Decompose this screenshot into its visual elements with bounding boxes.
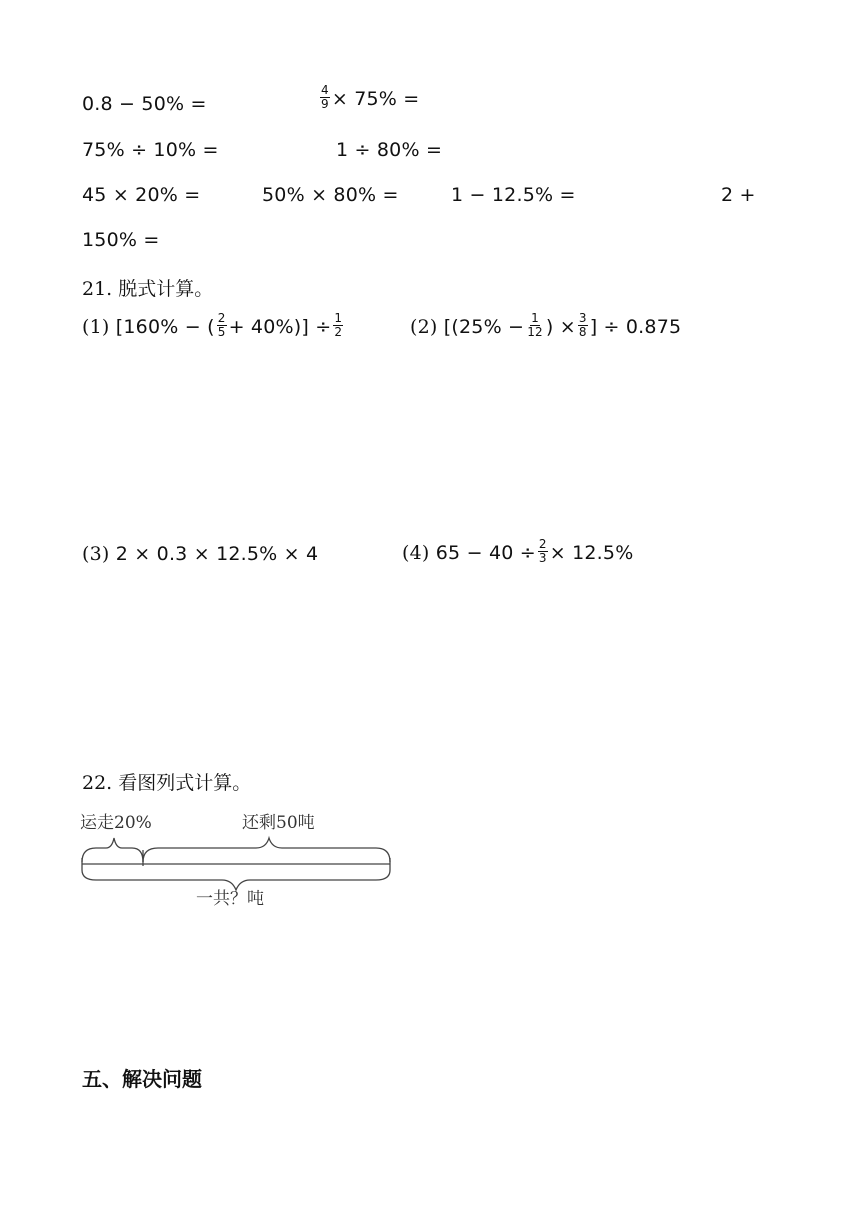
oral-expr-1: 0.8 − 50% =	[82, 93, 207, 115]
q21-problem-4	[402, 537, 634, 567]
fraction-denominator: 2	[334, 325, 343, 339]
oral-expr-4: 1 ÷ 80% =	[336, 139, 443, 161]
oral-expr-6: 50% × 80% =	[262, 184, 399, 206]
oral-expr-3: 75% ÷ 10% =	[82, 139, 219, 161]
fraction-denominator: 5	[217, 325, 226, 339]
fraction-numerator: 2	[538, 537, 547, 551]
oral-expr-2-rest: × 75% =	[331, 88, 420, 110]
q21-problem-1	[82, 311, 345, 341]
oral-expr-8-start: 2 +	[721, 184, 756, 206]
fraction-numerator: 1	[334, 311, 343, 325]
expr-part: 65 − 40 ÷	[435, 542, 536, 564]
oral-expr-8-end: 150% =	[82, 229, 160, 251]
fraction	[578, 312, 588, 339]
expr-part: 2 × 0.3 × 12.5% × 4	[115, 543, 319, 565]
fraction-numerator: 3	[578, 311, 587, 325]
bottom-brace	[82, 870, 390, 890]
problem-label: (2)	[410, 316, 438, 338]
q22-title: 22. 看图列式计算。	[82, 772, 252, 794]
bar-diagram	[76, 800, 396, 915]
problem-label: (3)	[82, 543, 110, 565]
expr-part: ] ÷ 0.875	[589, 316, 682, 338]
fraction	[538, 538, 548, 565]
fraction	[320, 84, 330, 111]
fraction-numerator: 2	[217, 311, 226, 325]
q21-problem-2	[410, 311, 682, 341]
expr-part: [(25% −	[443, 316, 525, 338]
top-brace-right	[143, 838, 390, 862]
q21-title: 21. 脱式计算。	[82, 278, 214, 300]
expr-part: ) ×	[545, 316, 576, 338]
expr-part: × 12.5%	[549, 542, 634, 564]
expr-part: [160% − (	[115, 316, 215, 338]
problem-label: (4)	[402, 542, 430, 564]
diagram-bottom-label: 一共？吨	[196, 889, 264, 909]
diagram-left-label: 运走20%	[80, 813, 152, 833]
fraction	[526, 312, 544, 339]
oral-expr-7: 1 − 12.5% =	[451, 184, 576, 206]
top-brace-left	[82, 838, 143, 862]
expr-part: + 40%)] ÷	[228, 316, 332, 338]
diagram-right-label: 还剩50吨	[242, 813, 315, 833]
section-title: 五、解决问题	[82, 1067, 202, 1091]
fraction-denominator: 3	[538, 551, 547, 565]
problem-label: (1)	[82, 316, 110, 338]
fraction	[217, 312, 227, 339]
fraction-denominator: 8	[578, 325, 587, 339]
fraction-denominator: 9	[321, 97, 329, 111]
fraction-numerator: 1	[531, 311, 539, 325]
oral-expr-2	[318, 83, 420, 113]
oral-expr-5: 45 × 20% =	[82, 184, 201, 206]
fraction-numerator: 4	[321, 83, 329, 97]
fraction-denominator: 12	[527, 325, 543, 339]
fraction	[333, 312, 343, 339]
q21-problem-3	[82, 543, 318, 565]
